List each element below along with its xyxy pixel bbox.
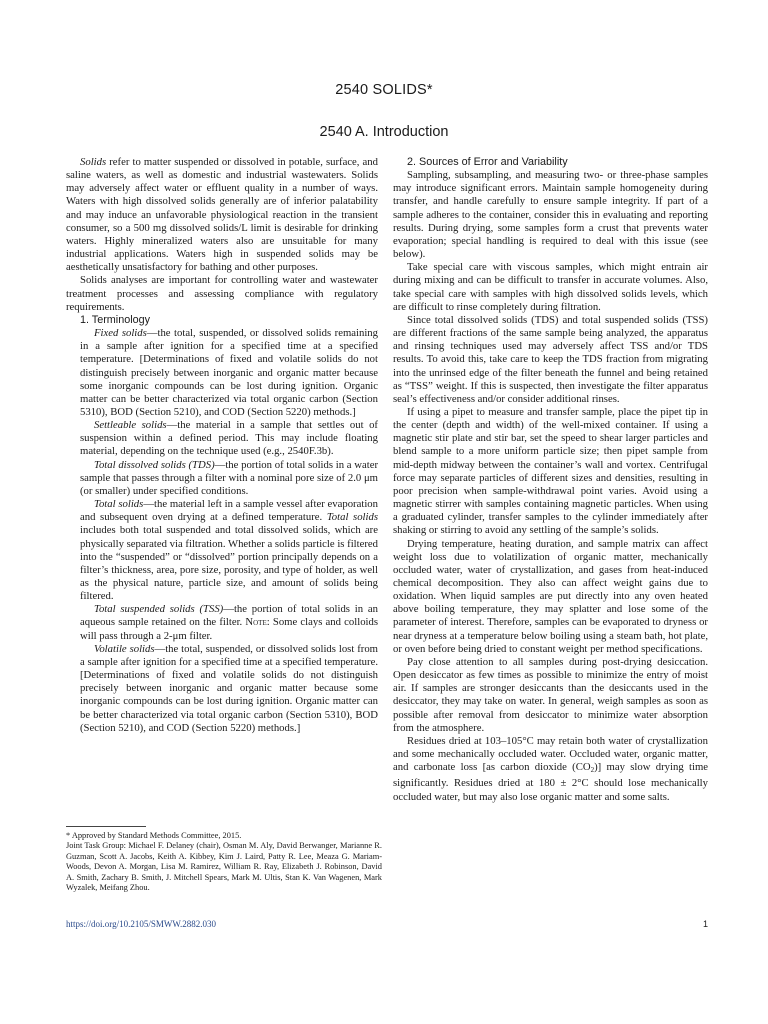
term-definition: —the total, suspended, or dissolved solids lost from a sample after ignition for a specified time at a specified temperature. [Determinations of fixed and volatile solids do not distinguish precisely between inorganic and organic matter because some inorganic compounds can be lost during ignition. Organic matter can be better characterized via total organic carbon (Section 5310), BOD (Section 5210), and COD (Section 5220) methods.] <box>80 642 378 734</box>
paragraph: Take special care with viscous samples, which might entrain air during mixing and can be difficult to transfer in accurate volumes. Also, take special care with samples with high dissolved solids levels, which are difficult to rinse completely during filtration. <box>393 261 708 313</box>
term-definition: —the total, suspended, or dissolved solids remaining in a sample after ignition for a specified time at a specified temperature. [Determinations of fixed and volatile solids do not distinguish precisely between inorganic and organic matter because some inorganic compounds can be lost during ignition. Organic matter can be better characterized via total organic carbon (Section 5310), BOD (Section 5210), and COD (Section 5220) methods.] <box>80 327 378 418</box>
co2-subscript: 2 <box>590 766 595 775</box>
term-definition: —the material left in a sample vessel after evaporation and subsequent oven drying at a defined temperature. <box>80 498 378 524</box>
term-fixed-solids <box>66 327 378 419</box>
residues-text-1: Residues dried at 103–105°C may retain both water of crystallization and some mechanically occluded water. Occluded water, organic matter, and carbonate loss [as carbon dioxide (CO <box>393 734 708 774</box>
term-name: Settleable solids <box>94 419 167 432</box>
term-definition: —the portion of total solids in an aqueous sample retained on the filter. <box>80 603 378 629</box>
term-definition: —the material in a sample that settles out of suspension within a defined period. This may include floating material, depending on the technique used (e.g., 2540F.3b). <box>80 419 378 458</box>
approval-footnote: * Approved by Standard Methods Committee, 2015. <box>66 831 242 840</box>
term-name: Total suspended solids (TSS) <box>94 603 224 616</box>
intro-term: Solids <box>80 156 107 168</box>
paragraph: Pay close attention to all samples during post-drying desiccation. Open desiccator as few times as possible to minimize the entry of moist air. If samples are stronger desiccants than the desiccants used in the desiccator, they may take on water. In general, weigh samples as soon as possible after removal from desiccator to minimize water absorption from the atmosphere. <box>393 655 708 734</box>
terminology-heading: 1. Terminology <box>80 313 151 326</box>
page-number: 1 <box>702 919 708 929</box>
left-column <box>66 156 378 735</box>
footnote-divider <box>66 826 146 827</box>
task-group-footnote: Joint Task Group: Michael F. Delaney (chair), Osman M. Aly, David Berwanger, Marianne R. Guzman, Scott A. Jacobs, Keith A. Kibbey, Kim J. Laird, Patty R. Lee, Meaza G. Mariam-Woods, Devon A. Morgan, Lisa M. Ramirez, William R. Ray, Elizabeth J. Robinson, David A. Smith, Zachary B. Smith, J. Mitchell Spears, Mark M. Ultis, Stan K. Van Wagenen, Mark Wyzalek, Meifang Zhou. <box>66 841 382 893</box>
document-title: 2540 SOLIDS* <box>335 82 433 98</box>
term-definition-extra: includes both total suspended and total dissolved solids, which are physically separated via filtration. Whether a solids particle is filtered into the “suspended” or “dissolved” portion principally depends on a filter’s thickness, area, pore size, porosity, and type of holder, as well as the physical nature, particle size, and amount of solids being filtered. <box>80 524 378 603</box>
intro-paragraph-2: Solids analyses are important for controlling water and wastewater treatment processes and assessing compliance with regulatory requirements. <box>66 274 378 313</box>
intro-text: refer to matter suspended or dissolved in potable, surface, and saline waters, as well as domestic and industrial wastewaters. Solids may adversely affect water or effluent quality in a number of ways. Waters with high dissolved solids generally are of inferior palatability and may induce an unfavorable physiological reaction in the transient consumer, so a 500 mg dissolved solids/L limit is desirable for drinking waters. Highly mineralized waters also are unsuitable for many industrial applications. Waters high in suspended solids may be aesthetically unsatisfactory for bathing and other purposes. <box>66 156 378 274</box>
term-volatile-solids <box>66 643 378 735</box>
section-title: 2540 A. Introduction <box>319 124 449 140</box>
term-total-dissolved-solids <box>66 459 378 498</box>
paragraph: Since total dissolved solids (TDS) and total suspended solids (TSS) are different fractions of the same sample being analyzed, the apparatus and rinsing techniques used may adversely affect TSS and/or TDS results. To avoid this, take care to keep the TDS fraction from migrating into the unrinsed edge of the filter beneath the funnel and being retained as “TSS” weight. If this is suspected, then investigate the filter apparatus seal’s effectiveness and/or consider additional rinses. <box>393 313 708 405</box>
intro-paragraph-1 <box>66 156 378 274</box>
sources-heading: 2. Sources of Error and Variability <box>407 156 568 168</box>
doi-link[interactable]: https://doi.org/10.2105/SMWW.2882.030 <box>66 919 217 929</box>
paragraph: Drying temperature, heating duration, and sample matrix can affect weight loss due to volatilization of organic matter, mechanically occluded water, water of crystallization, and gases from heat-induced chemical decomposition. They also can affect weight gains due to oxidation. When liquid samples are put directly into any oven heated above boiling temperature, they may splatter and lose some of the parameter of interest. Therefore, samples can be evaporated to dryness or near dryness at a temperature below boiling using a steam bath, hot plate, or oven before being dried to constant weight per method specifications. <box>393 537 708 655</box>
term-name-repeat: Total solids <box>326 511 379 524</box>
term-total-solids <box>66 498 378 603</box>
residues-text-2: )] may slow drying time significantly. Residues dried at 180 ± 2°C should lose mechanically occluded water, but may also lose organic matter and some salts. <box>393 761 708 803</box>
paragraph: If using a pipet to measure and transfer sample, place the pipet tip in the center (depth and width) of the well-mixed container. If using a magnetic stir plate and stir bar, set the speed to shear larger particles and blend sample to a more uniform particle size; then pipet sample from mid-depth midway between the container’s wall and vortex. Centrifugal force may separate particles of different sizes and densities, resulting in poor precision when sample-withdrawal point varies. Avoid using a magnetic stirrer with samples containing magnetic particles. When using a graduated cylinder, transfer samples to the cylinder immediately after shaking or stirring to avoid any settling of the sample’s solids. <box>393 405 708 537</box>
note-label: Note <box>245 616 267 629</box>
term-name: Total dissolved solids (TDS) <box>94 458 215 471</box>
term-name: Total solids <box>94 498 144 511</box>
right-column <box>393 156 708 804</box>
footnotes <box>66 831 382 893</box>
term-total-suspended-solids <box>66 603 378 642</box>
term-definition: —the portion of total solids in a water sample that passes through a filter with a nominal pore size of 2.0 μm (or smaller) under specified conditions. <box>80 458 379 497</box>
note-text: : Some clays and colloids will pass through a 2-μm filter. <box>80 616 379 642</box>
term-name: Fixed solids <box>94 327 147 340</box>
term-settleable-solids <box>66 419 378 458</box>
paragraph-residues <box>393 735 708 804</box>
term-name: Volatile solids <box>94 642 155 655</box>
paragraph: Sampling, subsampling, and measuring two- or three-phase samples may introduce significant errors. Maintain sample homogeneity during transfer, and handle carefully to ensure sample integrity. If part of a sample adheres to the container, consider this in evaluating and reporting results. During drying, some samples form a crust that prevents water evaporation; special handling is required to deal with this issue (see below). <box>393 169 708 261</box>
